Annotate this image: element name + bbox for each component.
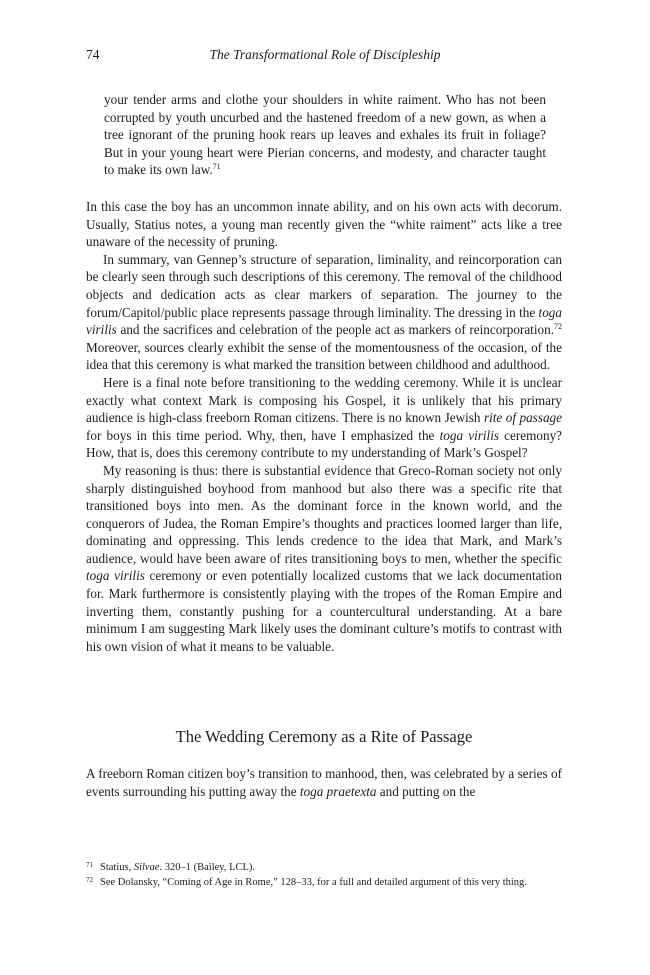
- block-quote-text: your tender arms and clothe your shoulders in white raiment. Who has not been corrupted by youth uncurbed and the hastened freedom of a new gown, as when a tree ignorant of the pruning hook rears up leaves and exhales its fruit in foliage? But in your young heart were Pierian concerns, and modesty, and character taught to make its own law.: [104, 92, 546, 178]
- section-heading: The Wedding Ceremony as a Rite of Passage: [175, 727, 473, 746]
- paragraph-4-text-b: ceremony or even potentially localized customs that we lack documentation for. Mark furthermore is consistently playing with the tropes of the Roman Empire and inverting them, constantly pushing for a countercultural understanding. At a bare minimum I am suggesting Mark likely uses the dominant culture’s motifs to contrast with his own vision of what it means to be valuable.: [86, 568, 562, 654]
- section-paragraph-text-b: and putting on the: [376, 783, 476, 799]
- footnote-text-a: Statius,: [100, 862, 134, 873]
- running-head: The Transformational Role of Discipleship: [209, 47, 441, 62]
- footnote-ref-71[interactable]: 71: [212, 162, 221, 172]
- block-quote: [104, 91, 546, 179]
- section-paragraph-emphasis: toga praetexta: [299, 783, 377, 799]
- paragraph-3-emphasis-2: toga virilis: [439, 427, 499, 443]
- footnote-ref-72[interactable]: 72: [554, 322, 562, 332]
- paragraph-4: [86, 462, 562, 656]
- paragraph-2-emphasis: toga virilis: [86, 304, 562, 338]
- footnote-text-a: See Dolansky, “Coming of Age in Rome,” 128–33, for a full and detailed argument of this very thing.: [100, 877, 527, 888]
- footnote-text: [100, 860, 562, 875]
- section-paragraph-1: [86, 765, 562, 800]
- paragraph-2: [86, 251, 562, 374]
- paragraph-3-text-b: for boys in this time period. Why, then, have I emphasized the: [86, 427, 440, 443]
- paragraph-3-text-a: Here is a final note before transitioning to the wedding ceremony. While it is unclear exactly what context Mark is composing his Gospel, it is unlikely that his primary audience is high-class freeborn Roman citizens. There is no known Jewish: [86, 374, 562, 426]
- paragraph-4-emphasis: toga virilis: [86, 568, 145, 584]
- page-number: 74: [86, 47, 100, 62]
- paragraph-2-text-b: and the sacrifices and celebration of the people act as markers of reincorporation.: [116, 322, 554, 338]
- paragraph-1: In this case the boy has an uncommon innate ability, and on his own acts with decorum. Usually, Statius notes, a young man recently given the “white raiment” acts like a tree unaware of the necessity of pruning.: [86, 199, 562, 250]
- footnotes: [86, 860, 562, 890]
- paragraph-3: [86, 374, 562, 462]
- section-paragraph-text-a: A freeborn Roman citizen boy’s transition to manhood, then, was celebrated by a series of events surrounding his putting away the: [86, 766, 562, 799]
- section-text: [86, 765, 562, 800]
- footnote-text: [100, 875, 562, 890]
- footnote-71: [86, 860, 562, 875]
- footnote-number: 71: [86, 861, 93, 869]
- paragraph-2-text-c: Moreover, sources clearly exhibit the sense of the momentousness of the occasion, of the idea that this ceremony is what marked the transition between childhood and adulthood.: [86, 339, 562, 373]
- paragraph-3-text-c: ceremony? How, that is, does this ceremony contribute to my understanding of Mark’s Gospel?: [86, 427, 563, 461]
- main-text: [86, 198, 562, 655]
- footnote-72: [86, 875, 562, 890]
- footnote-text-b: . 320–1 (Bailey, LCL).: [159, 862, 256, 873]
- footnote-emphasis: Silvae: [133, 862, 160, 873]
- footnote-number: 72: [86, 876, 93, 884]
- paragraph-4-text-a: My reasoning is thus: there is substantial evidence that Greco-Roman society not only sharply distinguished boyhood from manhood but also there was a specific rite that transitioned boys into men. As the dominant force in the known world, and the conquerors of Judea, the Roman Empire’s thoughts and practices loomed larger than life, dominating and oppressing. This lends credence to the idea that Mark, and Mark’s audience, would have been aware of rites transitioning boys to men, whether the specific: [86, 462, 562, 566]
- paragraph-3-emphasis-1: rite of passage: [483, 410, 562, 426]
- paragraph-2-text-a: In summary, van Gennep’s structure of separation, liminality, and reincorporation can be clearly seen through such descriptions of this ceremony. The removal of the childhood objects and dedication acts as clear markers of separation. The journey to the forum/Capitol/public place represents passage through liminality. The dressing in the: [86, 251, 562, 320]
